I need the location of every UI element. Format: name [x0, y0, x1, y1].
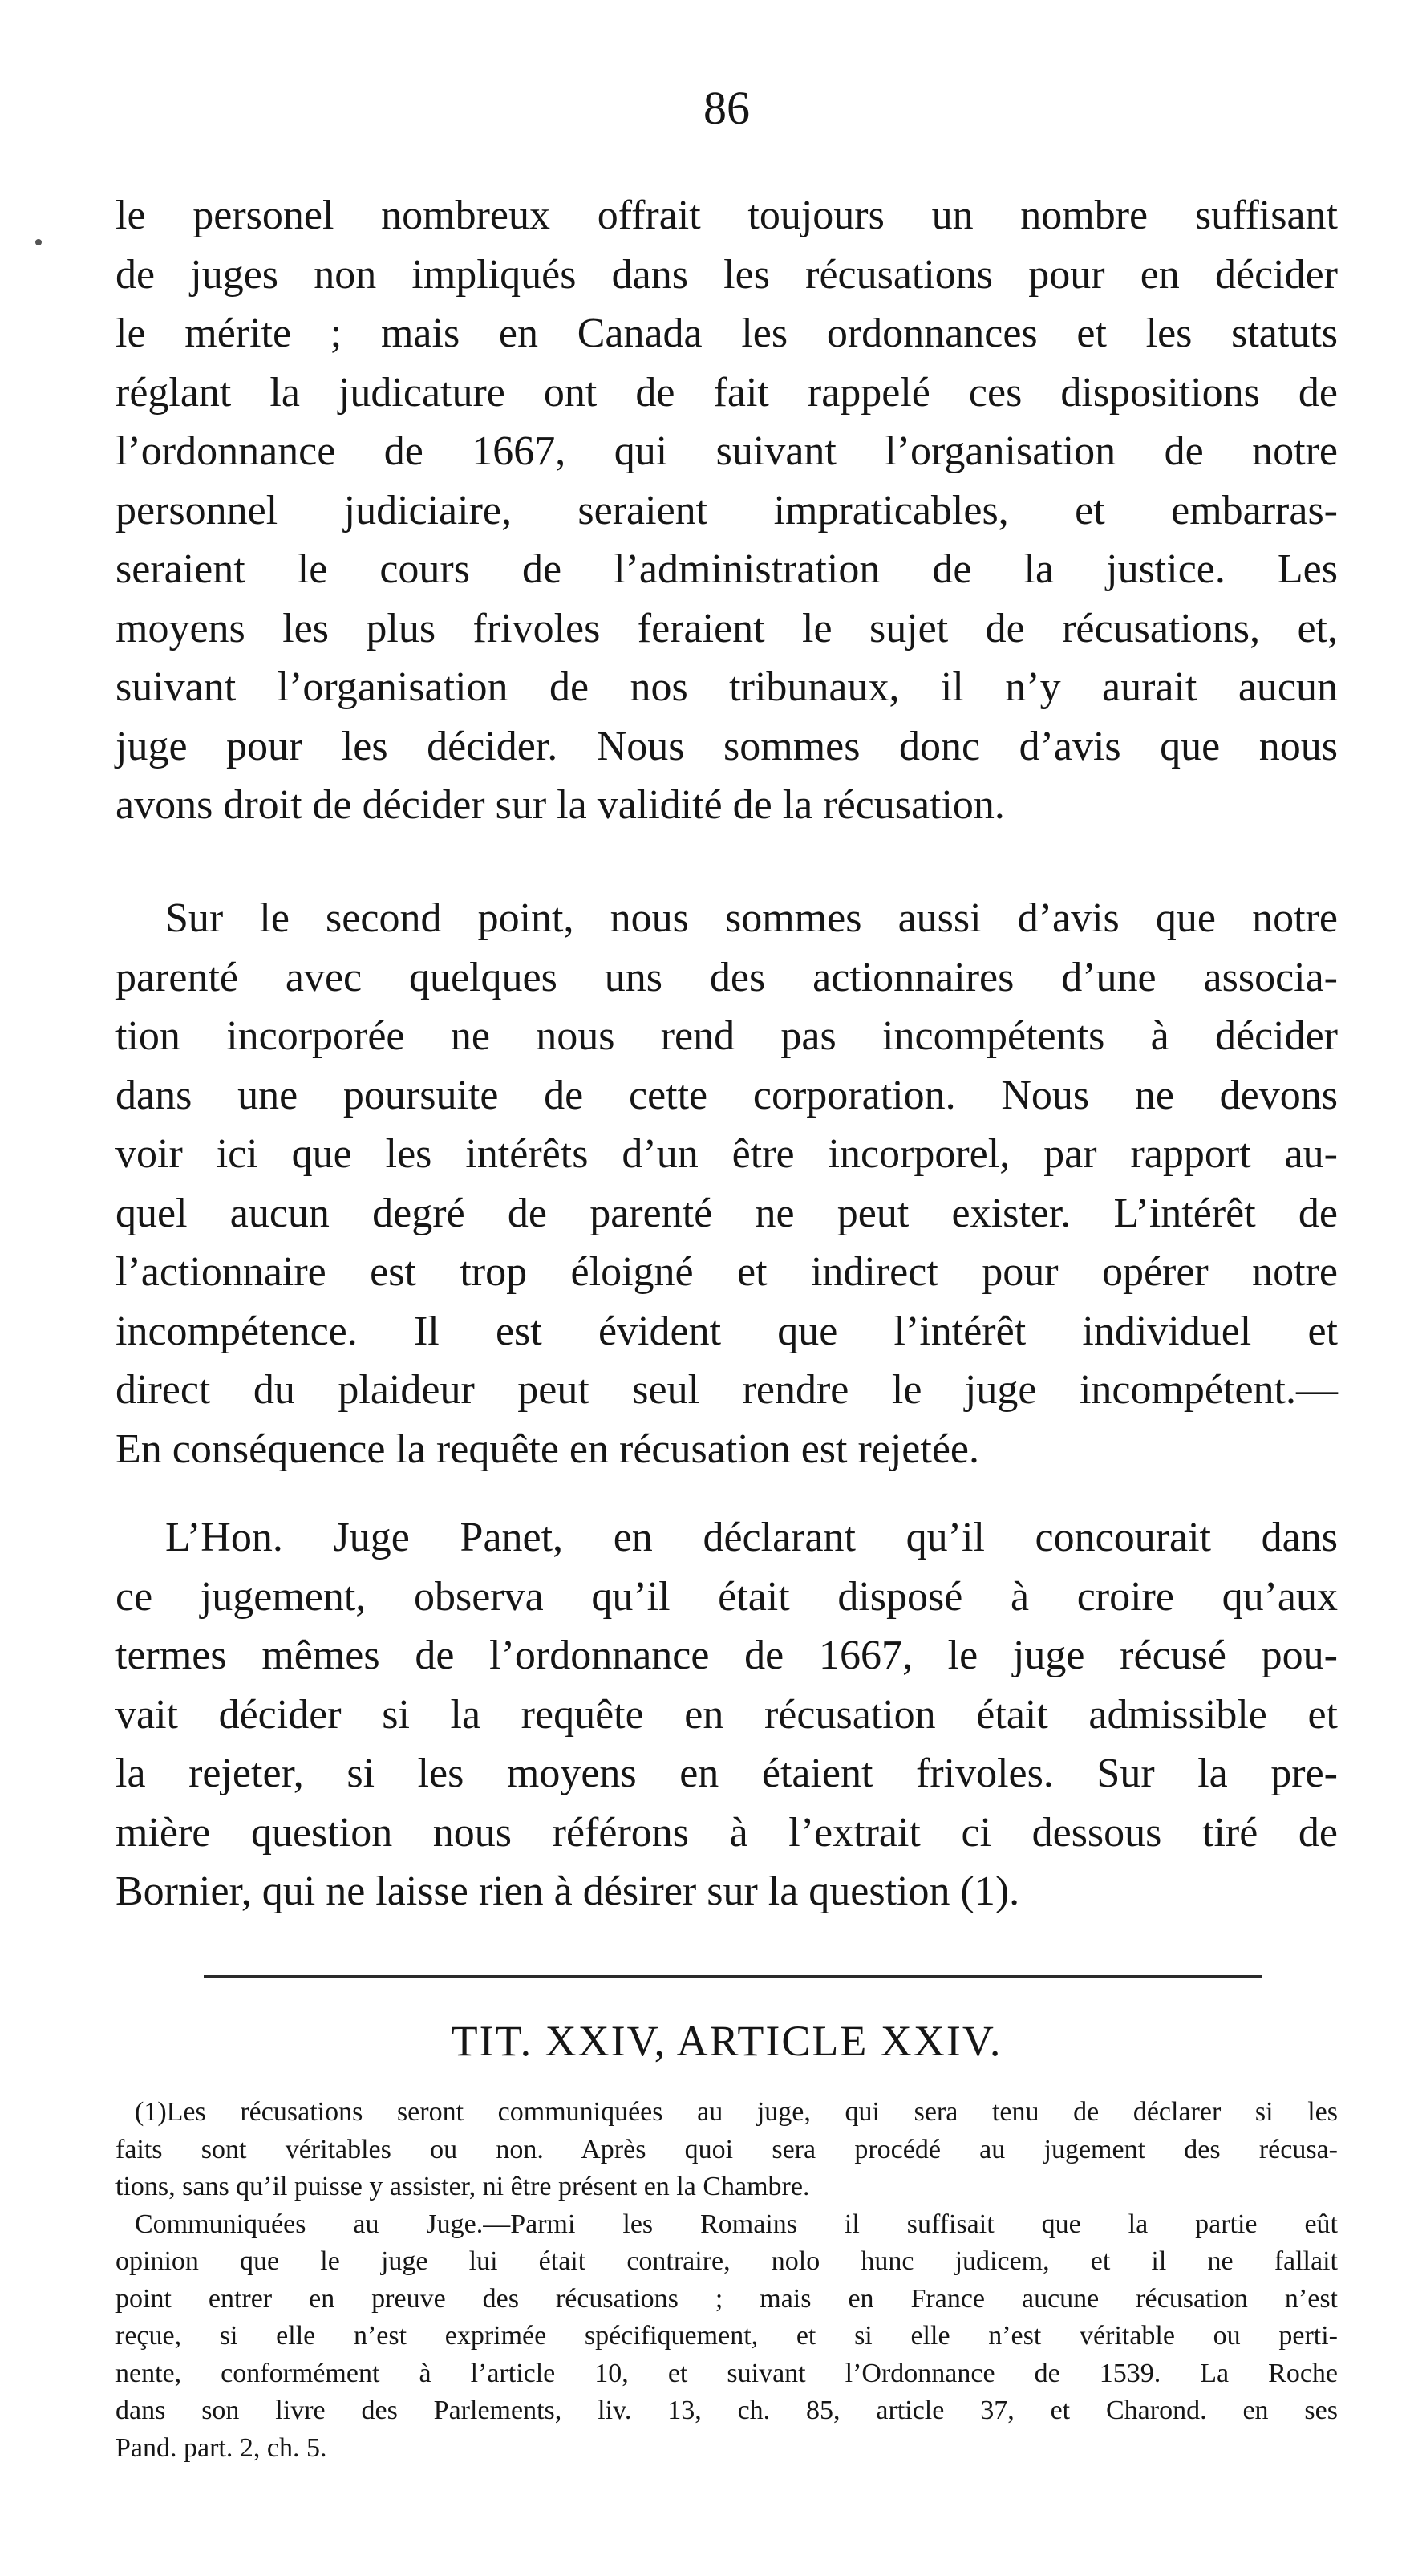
- footnote-line: tions, sans qu’il puisse y assister, ni être présent en la Chambre.: [115, 2172, 810, 2201]
- text-line: En conséquence la requête en récusation est rejetée.: [115, 1426, 979, 1472]
- text-line: moyens les plus frivoles feraient le sujet de récusations, et,: [115, 605, 1338, 651]
- text-line: direct du plaideur peut seul rendre le juge incompétent.—: [115, 1367, 1338, 1413]
- text-line: voir ici que les intérêts d’un être incorporel, par rapport au-: [115, 1131, 1338, 1177]
- text-line: suivant l’organisation de nos tribunaux, il n’y aurait aucun: [115, 664, 1338, 710]
- text-line: quel aucun degré de parenté ne peut exister. L’intérêt de: [115, 1190, 1338, 1236]
- text-line: incompétence. Il est évident que l’intérêt individuel et: [115, 1308, 1338, 1354]
- text-line: le mérite ; mais en Canada les ordonnances et les statuts: [115, 310, 1338, 356]
- footnote-line: reçue, si elle n’est exprimée spécifiquement, et si elle n’est véritable ou perti-: [115, 2321, 1338, 2351]
- text-line: la rejeter, si les moyens en étaient frivoles. Sur la pre-: [115, 1750, 1338, 1796]
- ink-speck: [35, 239, 42, 245]
- text-line: avons droit de décider sur la validité de la récusation.: [115, 782, 1005, 828]
- text-line: Bornier, qui ne laisse rien à désirer sur la question (1).: [115, 1868, 1020, 1914]
- footnote-line: Pand. part. 2, ch. 5.: [115, 2432, 327, 2463]
- text-line: l’actionnaire est trop éloigné et indirect pour opérer notre: [115, 1249, 1338, 1295]
- text-line: vait décider si la requête en récusation était admissible et: [115, 1691, 1338, 1738]
- section-rule: [204, 1975, 1262, 1978]
- footnote-line: nente, conformément à l’article 10, et suivant l’Ordonnance de 1539. La Roche: [115, 2358, 1338, 2388]
- text-line: Sur le second point, nous sommes aussi d’avis que notre: [165, 895, 1338, 941]
- text-line: personnel judiciaire, seraient impraticables, et embarras-: [115, 487, 1338, 533]
- footnote-line: point entrer en preuve des récusations ; mais en France aucune récusation n’est: [115, 2283, 1338, 2314]
- paragraph-3: [115, 1508, 1338, 1921]
- text-line: tion incorporée ne nous rend pas incompétents à décider: [115, 1013, 1338, 1059]
- text-line: L’Hon. Juge Panet, en déclarant qu’il concourait dans: [165, 1515, 1338, 1560]
- text-line: mière question nous référons à l’extrait ci dessous tiré de: [115, 1809, 1338, 1856]
- text-line: parenté avec quelques uns des actionnaires d’une associa-: [115, 954, 1338, 1000]
- footnote-line: Communiquées au Juge.—Parmi les Romains il suffisait que la partie eût: [135, 2209, 1338, 2239]
- text-line: dans une poursuite de cette corporation. Nous ne devons: [115, 1072, 1338, 1118]
- book-page: [115, 0, 1338, 2576]
- footnote: [115, 2094, 1338, 2467]
- text-line: ce jugement, observa qu’il était disposé à croire qu’aux: [115, 1573, 1338, 1620]
- paragraph-2: [115, 889, 1338, 1479]
- text-line: seraient le cours de l’administration de la justice. Les: [115, 546, 1338, 592]
- footnote-line: dans son livre des Parlements, liv. 13, ch. 85, article 37, et Charond. en ses: [115, 2395, 1338, 2425]
- section-heading: TIT. XXIV, ARTICLE XXIV.: [451, 2017, 1003, 2065]
- footnote-line: faits sont véritables ou non. Après quoi sera procédé au jugement des récusa-: [115, 2134, 1338, 2164]
- text-line: réglant la judicature ont de fait rappelé ces dispositions de: [115, 369, 1338, 416]
- footnote-line: (1)Les récusations seront communiquées au juge, qui sera tenu de déclarer si les: [135, 2097, 1338, 2127]
- text-line: l’ordonnance de 1667, qui suivant l’organisation de notre: [115, 428, 1338, 474]
- text-line: juge pour les décider. Nous sommes donc d’avis que nous: [115, 723, 1338, 769]
- text-line: de juges non impliqués dans les récusations pour en décider: [115, 251, 1338, 298]
- text-line: termes mêmes de l’ordonnance de 1667, le juge récusé pou-: [115, 1633, 1338, 1678]
- page-number: 86: [703, 82, 750, 134]
- footnote-line: opinion que le juge lui était contraire, nolo hunc judicem, et il ne fallait: [115, 2246, 1338, 2276]
- text-line: le personel nombreux offrait toujours un nombre suffisant: [115, 193, 1338, 238]
- paragraph-1: [115, 186, 1338, 835]
